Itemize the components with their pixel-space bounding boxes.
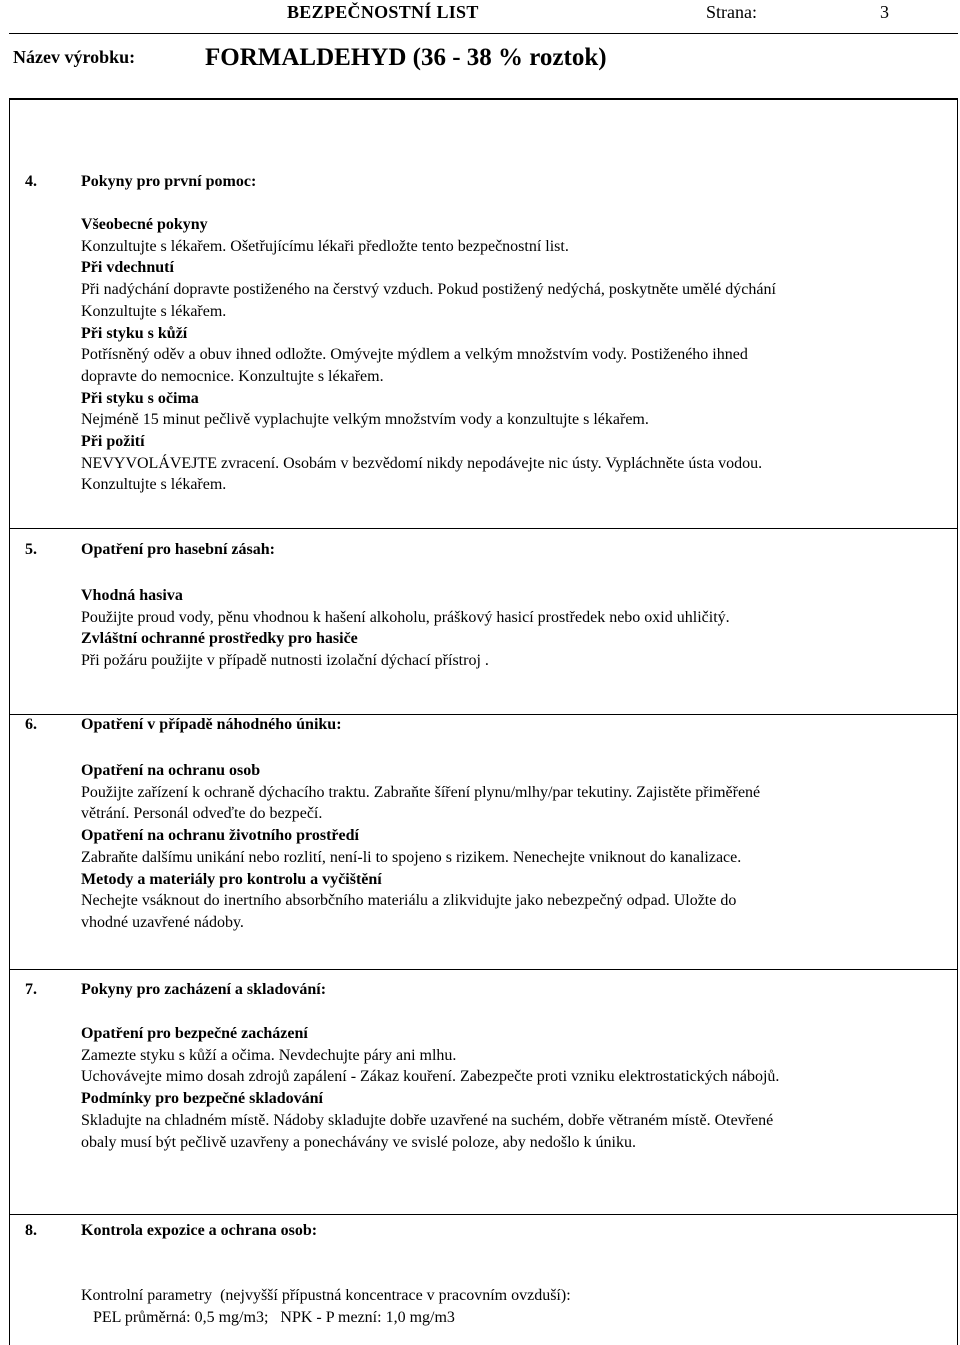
paragraph-line: Při požáru použijte v případě nutnosti izolační dýchací přístroj . — [81, 652, 489, 670]
paragraph-line: PEL průměrná: 0,5 mg/m3; NPK - P mezní: 1,0 mg/m3 — [81, 1308, 455, 1326]
section-4-number: 4. — [25, 173, 37, 190]
paragraph-line: Při nadýchání dopravte postiženého na čerstvý vzduch. Pokud postižený nedýchá, poskytněte umělé dýchání — [81, 281, 776, 299]
document-title: BEZPEČNOSTNÍ LIST — [287, 2, 479, 22]
paragraph-line: Uchovávejte mimo dosah zdrojů zapálení - Zákaz kouření. Zabezpečte proti vzniku elektrostatických nábojů. — [81, 1068, 780, 1086]
section-5-number: 5. — [25, 541, 37, 558]
paragraph-line: Konzultujte s lékařem. Ošetřujícímu lékaři předložte tento bezpečnostní list. — [81, 237, 569, 255]
section-8-left-border — [9, 1215, 10, 1345]
section-5-content — [81, 585, 921, 672]
header-divider — [9, 33, 958, 34]
paragraph-line: Potřísněný oděv a obuv ihned odložte. Omývejte mýdlem a velkým množstvím vody. Postiženého ihned — [81, 346, 748, 364]
paragraph-line: Skladujte na chladném místě. Nádoby skladujte dobře uzavřené na suchém, dobře větraném místě. Otevřené — [81, 1111, 774, 1129]
section-8-number: 8. — [25, 1222, 37, 1239]
product-name: FORMALDEHYD (36 - 38 % roztok) — [205, 44, 607, 71]
subheading: Při požití — [81, 433, 145, 451]
subheading: Vhodná hasiva — [81, 587, 183, 604]
section-6-content — [81, 760, 921, 934]
paragraph-line: NEVYVOLÁVEJTE zvracení. Osobám v bezvědomí nikdy nepodávejte nic ústy. Vypláchněte ústa vodou. — [81, 454, 763, 472]
subheading: Při vdechnutí — [81, 259, 174, 277]
paragraph-line: Nechejte vsáknout do inertního absorbčního materiálu a zlikvidujte jako nebezpečný odpad. Uložte do — [81, 892, 737, 910]
paragraph-line: Použijte zařízení k ochraně dýchacího traktu. Zabraňte šíření plynu/mlhy/par tekutiny. Zajistěte přiměřené — [81, 783, 761, 801]
paragraph-line: Zabraňte dalšímu unikání nebo rozlití, není-li to spojeno s rizikem. Nenechejte vniknout do kanalizace. — [81, 848, 742, 866]
section-4-content — [81, 214, 921, 496]
section-7-title: Pokyny pro zacházení a skladování: — [81, 981, 327, 998]
paragraph-line: Použijte proud vody, pěnu vhodnou k hašení alkoholu, práškový hasicí prostředek nebo oxid uhličitý. — [81, 608, 730, 626]
subheading: Zvláštní ochranné prostředky pro hasiče — [81, 630, 358, 648]
section-6-number: 6. — [25, 716, 37, 733]
section-8-content — [81, 1285, 921, 1328]
section-7-content — [81, 1023, 921, 1153]
subheading: Opatření na ochranu osob — [81, 762, 261, 779]
section-7-number: 7. — [25, 981, 37, 998]
section-4-title: Pokyny pro první pomoc: — [81, 173, 257, 190]
section-8-title: Kontrola expozice a ochrana osob: — [81, 1222, 318, 1239]
subheading: Podmínky pro bezpečné skladování — [81, 1090, 323, 1108]
page-number: 3 — [880, 2, 889, 22]
paragraph-line: Zamezte styku s kůží a očima. Nevdechujte páry ani mlhu. — [81, 1046, 457, 1064]
subheading: Opatření pro bezpečné zacházení — [81, 1025, 308, 1042]
section-5-title: Opatření pro hasební zásah: — [81, 541, 275, 558]
page-label: Strana: — [706, 2, 757, 22]
subheading: Při styku s očima — [81, 389, 199, 407]
subheading: Všeobecné pokyny — [81, 216, 208, 233]
paragraph-line: dopravte do nemocnice. Konzultujte s lékařem. — [81, 367, 384, 385]
product-label: Název výrobku: — [13, 47, 136, 67]
subheading: Metody a materiály pro kontrolu a vyčištění — [81, 870, 382, 888]
section-8-right-border — [957, 1215, 958, 1345]
section-6-title: Opatření v případě náhodného úniku: — [81, 716, 342, 733]
subheading: Opatření na ochranu životního prostředí — [81, 827, 359, 845]
paragraph-line: obaly musí být pečlivě uzavřeny a ponechávány ve svislé poloze, aby nedošlo k úniku. — [81, 1133, 636, 1151]
paragraph-line: Konzultujte s lékařem. — [81, 302, 227, 320]
paragraph-line: Konzultujte s lékařem. — [81, 476, 227, 494]
paragraph-line: Nejméně 15 minut pečlivě vyplachujte velkým množstvím vody a konzultujte s lékařem. — [81, 411, 649, 429]
paragraph-line: vhodné uzavřené nádoby. — [81, 913, 244, 931]
paragraph-line: Kontrolní parametry (nejvyšší přípustná koncentrace v pracovním ovzduší): — [81, 1287, 571, 1304]
subheading: Při styku s kůží — [81, 324, 188, 342]
paragraph-line: větrání. Personál odveďte do bezpečí. — [81, 805, 323, 823]
